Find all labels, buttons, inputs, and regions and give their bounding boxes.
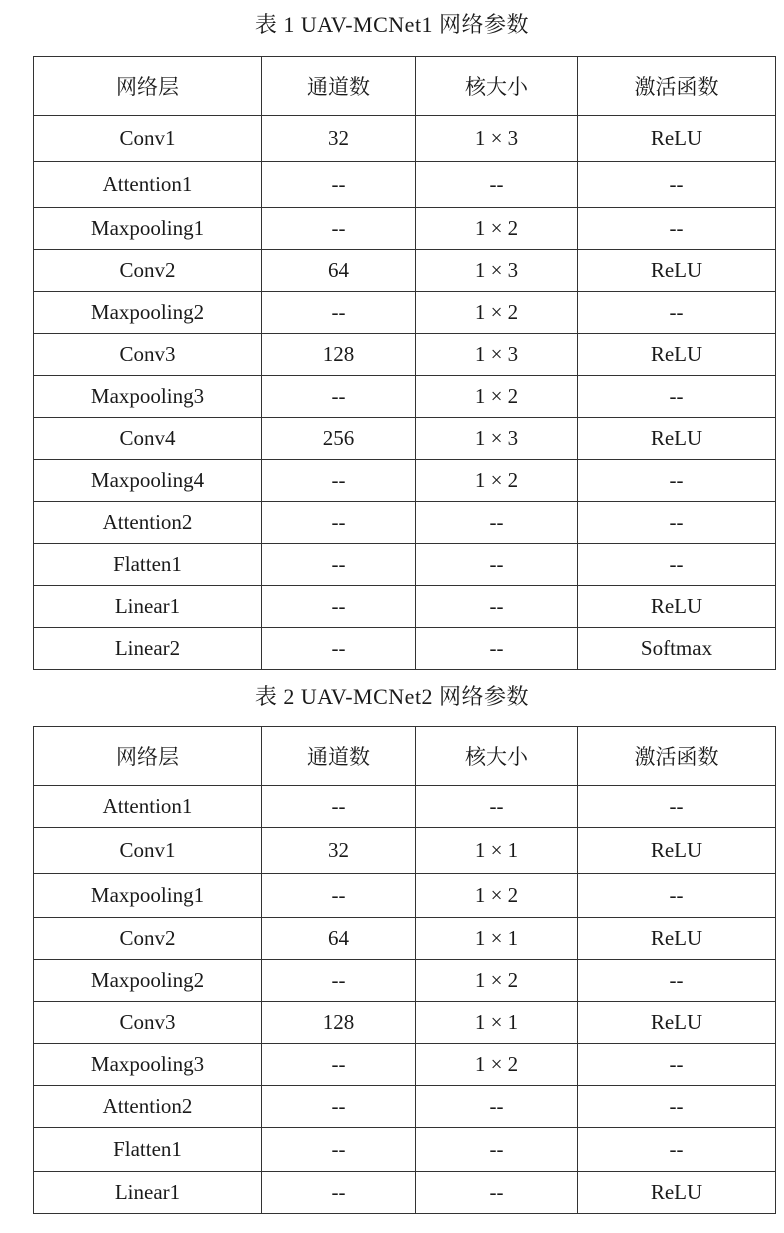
cell-channels: 128 bbox=[262, 334, 416, 376]
table-row bbox=[34, 544, 776, 586]
cell-activation: -- bbox=[578, 292, 776, 334]
cell-channels: -- bbox=[262, 1044, 416, 1086]
cell-activation: Softmax bbox=[578, 628, 776, 670]
cell-channels: -- bbox=[262, 786, 416, 828]
cell-activation: ReLU bbox=[578, 1172, 776, 1214]
cell-channels: -- bbox=[262, 960, 416, 1002]
cell-kernel-size: -- bbox=[416, 1172, 578, 1214]
cell-activation: -- bbox=[578, 502, 776, 544]
cell-activation: -- bbox=[578, 874, 776, 918]
cell-activation: -- bbox=[578, 1086, 776, 1128]
table-row bbox=[34, 1044, 776, 1086]
cell-activation: -- bbox=[578, 208, 776, 250]
column-header-activation: 激活函数 bbox=[578, 727, 776, 786]
cell-channels: -- bbox=[262, 586, 416, 628]
cell-kernel-size: -- bbox=[416, 786, 578, 828]
cell-activation: ReLU bbox=[578, 250, 776, 292]
table-row bbox=[34, 162, 776, 208]
cell-layer: Attention2 bbox=[34, 502, 262, 544]
cell-kernel-size: -- bbox=[416, 586, 578, 628]
cell-layer: Maxpooling2 bbox=[34, 960, 262, 1002]
cell-kernel-size: 1 × 2 bbox=[416, 208, 578, 250]
table-row bbox=[34, 460, 776, 502]
cell-activation: ReLU bbox=[578, 918, 776, 960]
cell-layer: Conv4 bbox=[34, 418, 262, 460]
cell-channels: -- bbox=[262, 1172, 416, 1214]
table-row bbox=[34, 586, 776, 628]
cell-kernel-size: -- bbox=[416, 544, 578, 586]
cell-kernel-size: 1 × 2 bbox=[416, 874, 578, 918]
cell-channels: 128 bbox=[262, 1002, 416, 1044]
cell-kernel-size: 1 × 3 bbox=[416, 334, 578, 376]
cell-channels: -- bbox=[262, 502, 416, 544]
cell-activation: ReLU bbox=[578, 116, 776, 162]
cell-kernel-size: 1 × 3 bbox=[416, 250, 578, 292]
cell-activation: -- bbox=[578, 162, 776, 208]
cell-layer: Flatten1 bbox=[34, 544, 262, 586]
cell-kernel-size: -- bbox=[416, 628, 578, 670]
cell-channels: -- bbox=[262, 1086, 416, 1128]
table-row bbox=[34, 828, 776, 874]
cell-activation: -- bbox=[578, 960, 776, 1002]
table1-header-row bbox=[34, 57, 776, 116]
cell-channels: -- bbox=[262, 292, 416, 334]
cell-layer: Conv1 bbox=[34, 116, 262, 162]
cell-layer: Linear1 bbox=[34, 586, 262, 628]
cell-layer: Attention1 bbox=[34, 786, 262, 828]
cell-kernel-size: 1 × 2 bbox=[416, 460, 578, 502]
table-row bbox=[34, 786, 776, 828]
cell-layer: Maxpooling3 bbox=[34, 376, 262, 418]
cell-layer: Conv2 bbox=[34, 250, 262, 292]
cell-layer: Attention2 bbox=[34, 1086, 262, 1128]
table1-body bbox=[34, 116, 776, 670]
cell-activation: -- bbox=[578, 544, 776, 586]
cell-layer: Linear2 bbox=[34, 628, 262, 670]
column-header-kernel-size: 核大小 bbox=[416, 57, 578, 116]
cell-activation: ReLU bbox=[578, 334, 776, 376]
cell-kernel-size: -- bbox=[416, 1128, 578, 1172]
table2-caption: 表 2 UAV-MCNet2 网络参数 bbox=[254, 684, 530, 709]
cell-kernel-size: 1 × 1 bbox=[416, 828, 578, 874]
table-row bbox=[34, 502, 776, 544]
cell-layer: Maxpooling1 bbox=[34, 208, 262, 250]
column-header-layer: 网络层 bbox=[34, 727, 262, 786]
cell-channels: 64 bbox=[262, 918, 416, 960]
column-header-kernel-size: 核大小 bbox=[416, 727, 578, 786]
cell-layer: Maxpooling2 bbox=[34, 292, 262, 334]
cell-activation: -- bbox=[578, 786, 776, 828]
cell-channels: -- bbox=[262, 1128, 416, 1172]
column-header-channels: 通道数 bbox=[262, 57, 416, 116]
table-row bbox=[34, 376, 776, 418]
cell-kernel-size: 1 × 2 bbox=[416, 960, 578, 1002]
cell-channels: -- bbox=[262, 460, 416, 502]
table-row bbox=[34, 1086, 776, 1128]
cell-kernel-size: 1 × 3 bbox=[416, 116, 578, 162]
cell-channels: -- bbox=[262, 628, 416, 670]
cell-layer: Conv3 bbox=[34, 334, 262, 376]
cell-channels: 64 bbox=[262, 250, 416, 292]
cell-channels: 256 bbox=[262, 418, 416, 460]
cell-layer: Linear1 bbox=[34, 1172, 262, 1214]
cell-channels: -- bbox=[262, 162, 416, 208]
cell-channels: -- bbox=[262, 544, 416, 586]
table2-header-row bbox=[34, 727, 776, 786]
cell-channels: -- bbox=[262, 208, 416, 250]
table-row bbox=[34, 1002, 776, 1044]
cell-activation: ReLU bbox=[578, 1002, 776, 1044]
table-row bbox=[34, 918, 776, 960]
cell-activation: ReLU bbox=[578, 418, 776, 460]
column-header-layer: 网络层 bbox=[34, 57, 262, 116]
cell-activation: -- bbox=[578, 460, 776, 502]
cell-kernel-size: -- bbox=[416, 502, 578, 544]
table-row bbox=[34, 960, 776, 1002]
cell-layer: Conv1 bbox=[34, 828, 262, 874]
cell-channels: 32 bbox=[262, 828, 416, 874]
cell-layer: Conv3 bbox=[34, 1002, 262, 1044]
cell-layer: Attention1 bbox=[34, 162, 262, 208]
table2-body bbox=[34, 786, 776, 1214]
cell-channels: 32 bbox=[262, 116, 416, 162]
table-row bbox=[34, 208, 776, 250]
table-row bbox=[34, 1128, 776, 1172]
cell-layer: Conv2 bbox=[34, 918, 262, 960]
cell-kernel-size: 1 × 2 bbox=[416, 292, 578, 334]
column-header-activation: 激活函数 bbox=[578, 57, 776, 116]
table-row bbox=[34, 418, 776, 460]
cell-layer: Maxpooling4 bbox=[34, 460, 262, 502]
table1-caption: 表 1 UAV-MCNet1 网络参数 bbox=[254, 12, 530, 37]
cell-channels: -- bbox=[262, 376, 416, 418]
cell-kernel-size: 1 × 3 bbox=[416, 418, 578, 460]
cell-kernel-size: 1 × 2 bbox=[416, 376, 578, 418]
cell-layer: Maxpooling1 bbox=[34, 874, 262, 918]
cell-kernel-size: -- bbox=[416, 162, 578, 208]
cell-channels: -- bbox=[262, 874, 416, 918]
table2 bbox=[33, 726, 776, 1214]
table-row bbox=[34, 1172, 776, 1214]
cell-layer: Maxpooling3 bbox=[34, 1044, 262, 1086]
column-header-channels: 通道数 bbox=[262, 727, 416, 786]
cell-kernel-size: -- bbox=[416, 1086, 578, 1128]
table-row bbox=[34, 628, 776, 670]
cell-activation: -- bbox=[578, 1128, 776, 1172]
table-row bbox=[34, 116, 776, 162]
cell-kernel-size: 1 × 1 bbox=[416, 918, 578, 960]
cell-activation: ReLU bbox=[578, 586, 776, 628]
cell-kernel-size: 1 × 1 bbox=[416, 1002, 578, 1044]
table-row bbox=[34, 250, 776, 292]
cell-kernel-size: 1 × 2 bbox=[416, 1044, 578, 1086]
table-row bbox=[34, 874, 776, 918]
cell-activation: -- bbox=[578, 1044, 776, 1086]
table-row bbox=[34, 334, 776, 376]
cell-activation: -- bbox=[578, 376, 776, 418]
cell-layer: Flatten1 bbox=[34, 1128, 262, 1172]
table1 bbox=[33, 56, 776, 670]
table-row bbox=[34, 292, 776, 334]
cell-activation: ReLU bbox=[578, 828, 776, 874]
